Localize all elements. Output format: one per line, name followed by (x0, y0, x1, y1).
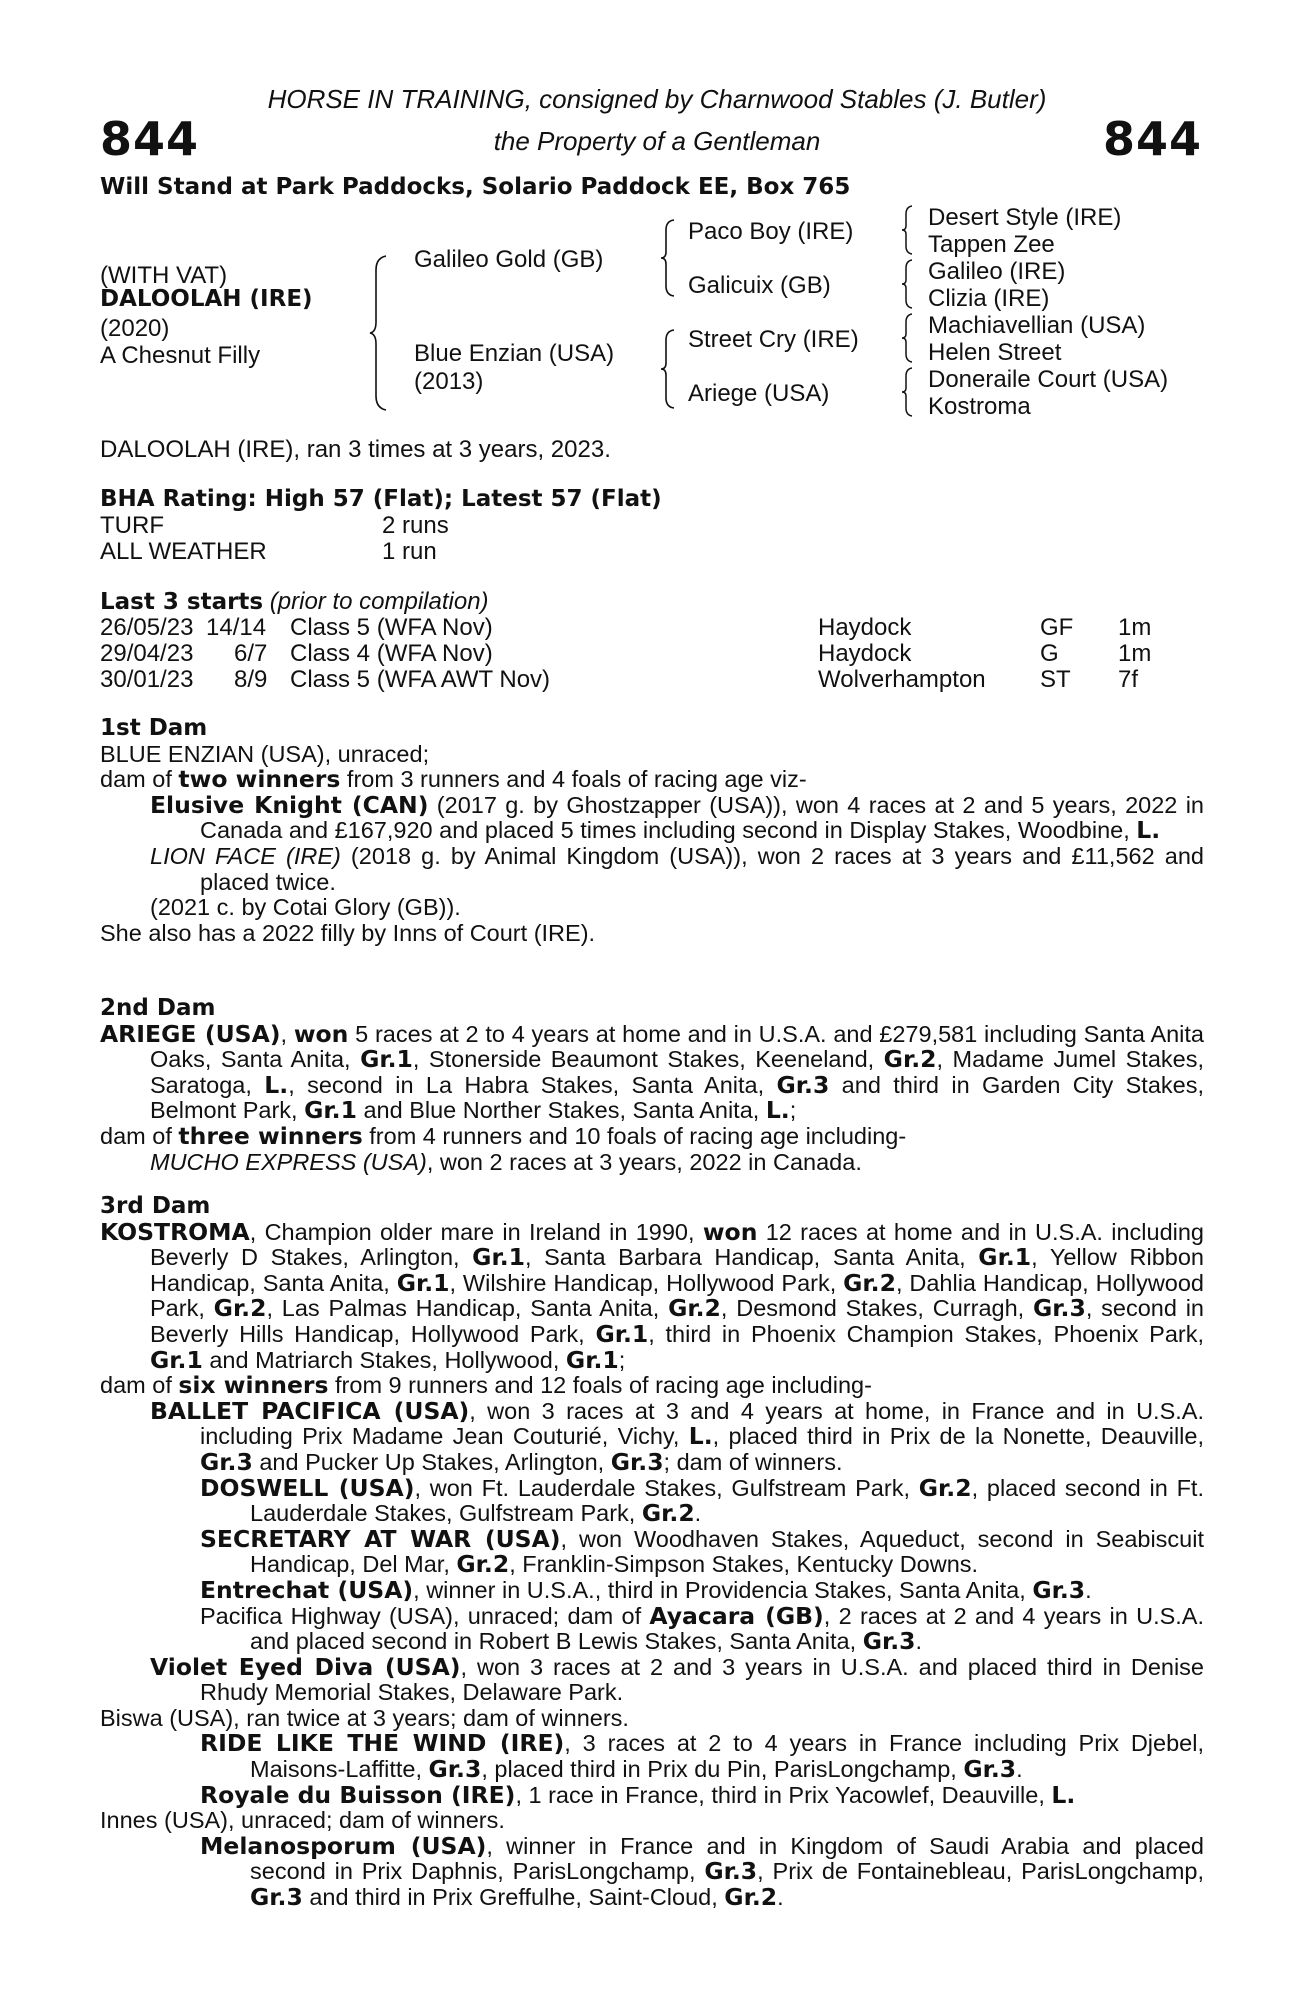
produce-entrechat (100, 1575, 1204, 1604)
horse-name: Entrechat (USA) (200, 1575, 414, 1604)
text: , Champion older mare in Ireland in 1990, (249, 1218, 703, 1245)
text: , Franklin-Simpson Stakes, Kentucky Downs. (509, 1551, 979, 1578)
pedigree-g6: Helen Street (928, 339, 1062, 366)
horse-name: LION FACE (IRE) (150, 842, 341, 869)
text: dam of (100, 766, 179, 793)
pedigree-brace-dam (660, 328, 682, 410)
pedigree-brace-main (368, 254, 398, 412)
pedigree-g1: Desert Style (IRE) (928, 204, 1122, 231)
grade: Gr.2 (668, 1294, 721, 1323)
pedigree-g4: Clizia (IRE) (928, 285, 1050, 312)
start-row-3-date: 30/01/23 (100, 666, 194, 693)
grade: Gr.1 (565, 1345, 619, 1374)
text: , Santa Barbara Handicap, Santa Anita, (524, 1244, 979, 1271)
grade: Gr.2 (883, 1045, 937, 1074)
pedigree-brace-g4 (900, 366, 918, 418)
first-dam-produce-line (100, 767, 1204, 793)
horse-name: DOSWELL (USA) (200, 1473, 415, 1502)
third-dam-section (100, 1194, 1204, 1911)
text: , winner in France and in Kingdom of Saudi Arabia and placed second in Prix Daphnis, ParisLongchamp, (250, 1832, 1205, 1885)
produce-secretary-at-war (100, 1524, 1204, 1579)
horse-name: SECRETARY AT WAR (USA) (200, 1524, 561, 1553)
grade: Gr.2 (724, 1883, 778, 1912)
grade: Gr.2 (456, 1550, 510, 1579)
text: . (694, 1500, 702, 1527)
start-row-2-going: G (1040, 640, 1059, 667)
pedigree-brace-sire (660, 218, 682, 298)
text: , won Woodhaven Stakes, Aqueduct, second in Seabiscuit Handicap, Del Mar, (250, 1525, 1204, 1578)
grade: Gr.3 (704, 1857, 758, 1886)
grade: L. (688, 1422, 713, 1451)
produce-innes: Innes (USA), unraced; dam of winners. (100, 1807, 505, 1834)
text: and Pucker Up Stakes, Arlington, (252, 1448, 611, 1475)
produce-pacifica-highway (100, 1601, 1205, 1656)
horse-name: ARIEGE (USA) (100, 1019, 281, 1048)
second-dam-section (100, 996, 1204, 1175)
pedigree-g7: Doneraile Court (USA) (928, 366, 1169, 393)
produce-elusive-knight (100, 790, 1204, 845)
horse-name: BALLET PACIFICA (USA) (150, 1396, 470, 1425)
text: ; (789, 1097, 797, 1124)
grade: L. (1051, 1780, 1076, 1809)
text: , 2 races at 2 and 4 years in U.S.A. and placed second in Robert B Lewis Stakes, Santa Anita, (250, 1602, 1205, 1655)
produce-lion-face (100, 844, 1204, 895)
produce-doswell (100, 1473, 1204, 1528)
text: dam of (100, 1372, 179, 1399)
race-summary: DALOOLAH (IRE), ran 3 times at 3 years, 2023. (100, 436, 611, 463)
text: Pacifica Highway (USA), unraced; dam of (200, 1602, 650, 1629)
lot-number-left: 844 (100, 112, 200, 166)
text: , won 2 races at 3 years, 2022 in Canada. (426, 1148, 862, 1175)
text: (2017 g. by Ghostzapper (USA)), won 4 races at 2 and 5 years, 2022 in Canada and £167,920 and placed 5 times including second in Display Stakes, Woodbine, (200, 791, 1204, 844)
start-row-1-going: GF (1040, 614, 1074, 641)
produce-2021-colt: (2021 c. by Cotai Glory (GB)). (150, 894, 461, 921)
pedigree-g5: Machiavellian (USA) (928, 312, 1146, 339)
text: from 3 runners and 4 foals of racing age viz- (340, 766, 807, 793)
pedigree-brace-g2 (900, 258, 918, 310)
start-row-2-dist: 1m (1118, 640, 1152, 667)
grade: Gr.3 (200, 1447, 253, 1476)
last-starts-heading (100, 588, 489, 616)
text: and third in Prix Greffulhe, Saint-Cloud, (302, 1884, 725, 1911)
pedigree-g3: Galileo (IRE) (928, 258, 1066, 285)
pedigree-dam-dam: Ariege (USA) (688, 380, 830, 407)
text: , Dahlia Handicap, Hollywood Park, (150, 1269, 1205, 1322)
grade: Gr.2 (843, 1268, 896, 1297)
winners-count: two winners (178, 765, 341, 794)
pedigree-g2: Tappen Zee (928, 231, 1055, 258)
property-line: the Property of a Gentleman (493, 126, 821, 156)
text: , second in Beverly Hills Handicap, Hollywood Park, (150, 1295, 1205, 1347)
text: , Las Palmas Handicap, Santa Anita, (266, 1295, 669, 1322)
rating-runs-aw: 1 run (382, 538, 437, 565)
third-dam-heading: 3rd Dam (100, 1193, 211, 1219)
last-starts-title: Last 3 starts (100, 589, 264, 615)
text: 12 races at home and in U.S.A. including Beverly D Stakes, Arlington, (150, 1218, 1205, 1271)
pedigree-dam-sire: Street Cry (IRE) (688, 326, 859, 353)
produce-ride-like-the-wind (100, 1731, 1204, 1782)
horse-name: Ayacara (GB) (649, 1601, 824, 1630)
horse-name: Elusive Knight (CAN) (150, 790, 429, 819)
vat-note: (WITH VAT) (100, 262, 228, 289)
horse-name: Violet Eyed Diva (USA) (150, 1652, 461, 1681)
grade: Gr.1 (396, 1268, 450, 1297)
start-row-1-dist: 1m (1118, 614, 1152, 641)
start-row-3-dist: 7f (1118, 666, 1139, 693)
third-dam-produce-line (100, 1373, 1204, 1399)
first-dam-line: BLUE ENZIAN (USA), unraced; (100, 740, 430, 767)
text: and Matriarch Stakes, Hollywood, (202, 1346, 566, 1373)
pedigree-g8: Kostroma (928, 393, 1031, 420)
text: , placed second in Ft. Lauderdale Stakes, Gulfstream Park, (250, 1474, 1204, 1527)
stand-location: Will Stand at Park Paddocks, Solario Paddock EE, Box 765 (100, 174, 851, 200)
pedigree-brace-g1 (900, 204, 918, 256)
start-row-3-race: Class 5 (WFA AWT Nov) (290, 666, 551, 693)
grade: Gr.3 (1032, 1575, 1086, 1604)
lot-number-right: 844 (1102, 112, 1202, 166)
grade: Gr.1 (472, 1243, 525, 1272)
consignor-line: HORSE IN TRAINING, consigned by Charnwood Stables (J. Butler) (267, 84, 1047, 114)
text: , Desmond Stakes, Curragh, (720, 1295, 1033, 1322)
pedigree-dam-year: (2013) (414, 368, 484, 395)
horse-name: Royale du Buisson (IRE) (200, 1780, 516, 1809)
grade: Gr.3 (428, 1755, 482, 1784)
pedigree-sire-dam: Galicuix (GB) (688, 272, 831, 299)
produce-violet-eyed-diva (100, 1652, 1204, 1706)
horse-name: KOSTROMA (100, 1217, 250, 1246)
start-row-3-going: ST (1040, 666, 1071, 693)
pedigree-brace-g3 (900, 312, 918, 364)
second-dam-heading: 2nd Dam (100, 995, 216, 1021)
text: (2018 g. by Animal Kingdom (USA)), won 2 races at 3 years and £11,562 and placed twice. (200, 842, 1204, 895)
start-row-1-pos: 14/14 (206, 614, 267, 641)
grade: Gr.1 (978, 1243, 1032, 1272)
rating-surface-aw: ALL WEATHER (100, 538, 267, 565)
text: 5 races at 2 to 4 years at home and in U.S.A. and £279,581 including Santa Anita Oaks, Santa Anita, (150, 1020, 1205, 1073)
rating-surface-turf: TURF (100, 512, 164, 539)
text: , Prix de Fontainebleau, ParisLongchamp, (757, 1858, 1204, 1885)
text: , (280, 1020, 294, 1047)
text: , second in La Habra Stakes, Santa Anita, (288, 1071, 777, 1098)
text: , 1 race in France, third in Prix Yacowlef, Deauville, (515, 1781, 1052, 1808)
first-dam-section (100, 716, 1204, 946)
horse-name: RIDE LIKE THE WIND (IRE) (200, 1729, 565, 1758)
text: from 4 runners and 10 foals of racing age including- (362, 1122, 907, 1149)
start-row-3-course: Wolverhampton (818, 666, 986, 693)
start-row-1-race: Class 5 (WFA Nov) (290, 614, 493, 641)
grade: Gr.1 (595, 1319, 649, 1348)
text: from 9 runners and 12 foals of racing age including- (328, 1372, 872, 1399)
grade: Gr.3 (862, 1627, 916, 1656)
start-row-1-date: 26/05/23 (100, 614, 194, 641)
grade: Gr.2 (918, 1473, 972, 1502)
won-label: won (702, 1217, 758, 1246)
horse-name: MUCHO EXPRESS (USA) (150, 1148, 427, 1175)
text: . (777, 1884, 784, 1911)
rating-runs-turf: 2 runs (382, 512, 449, 539)
grade: Gr.2 (213, 1294, 267, 1323)
grade: L. (765, 1096, 790, 1125)
text: and Blue Norther Stakes, Santa Anita, (356, 1097, 766, 1124)
text: , placed third in Prix de la Nonette, Deauville, (712, 1423, 1204, 1450)
text: , 3 races at 2 to 4 years in France including Prix Djebel, Maisons-Laffitte, (250, 1730, 1204, 1783)
pedigree-sire-sire: Paco Boy (IRE) (688, 218, 854, 245)
pedigree-sire: Galileo Gold (GB) (414, 246, 604, 273)
text: , won 3 races at 2 and 3 years in U.S.A. and placed third in Denise Rhudy Memorial Stakes, Delaware Park. (200, 1653, 1204, 1706)
horse-name: Melanosporum (USA) (200, 1831, 487, 1860)
text: ; (618, 1346, 626, 1373)
produce-royale-du-buisson (100, 1780, 1204, 1809)
third-dam-record (100, 1217, 1205, 1374)
winners-count: six winners (178, 1371, 329, 1400)
text: , Wilshire Handicap, Hollywood Park, (449, 1269, 844, 1296)
grade: Gr.1 (304, 1096, 357, 1125)
horse-year: (2020) (100, 315, 170, 342)
produce-mucho-express (100, 1150, 1204, 1176)
text: , Madame Jumel Stakes, Saratoga, (150, 1046, 1204, 1098)
produce-biswa: Biswa (USA), ran twice at 3 years; dam of winners. (100, 1704, 629, 1731)
first-dam-note: She also has a 2022 filly by Inns of Court (IRE). (100, 919, 596, 946)
won-label: won (293, 1019, 349, 1048)
pedigree-dam: Blue Enzian (USA) (414, 340, 615, 367)
text: and third in Garden City Stakes, Belmont Park, (150, 1071, 1204, 1124)
produce-ballet-pacifica (100, 1396, 1204, 1476)
text: , Stonerside Beaumont Stakes, Keeneland, (412, 1046, 884, 1073)
horse-description: A Chesnut Filly (100, 342, 261, 369)
grade: L. (1136, 816, 1161, 845)
text: , winner in U.S.A., third in Providencia Stakes, Santa Anita, (413, 1576, 1033, 1603)
text: , won Ft. Lauderdale Stakes, Gulfstream Park, (414, 1474, 919, 1501)
text: . (915, 1628, 923, 1655)
text: , won 3 races at 3 and 4 years at home, in France and in U.S.A. including Prix Madame Jean Couturié, Vichy, (200, 1397, 1204, 1450)
text: . (1016, 1756, 1023, 1783)
start-row-2-date: 29/04/23 (100, 640, 194, 667)
grade: Gr.3 (610, 1447, 664, 1476)
start-row-1-course: Haydock (818, 614, 912, 641)
first-dam-heading: 1st Dam (100, 715, 208, 741)
start-row-2-pos: 6/7 (234, 640, 268, 667)
bha-rating: BHA Rating: High 57 (Flat); Latest 57 (Flat) (100, 486, 662, 512)
second-dam-record (100, 1019, 1205, 1125)
winners-count: three winners (178, 1121, 363, 1150)
start-row-3-pos: 8/9 (234, 666, 268, 693)
grade: Gr.3 (250, 1883, 303, 1912)
produce-melanosporum (100, 1831, 1205, 1912)
last-starts-subtitle: (prior to compilation) (269, 588, 489, 615)
grade: Gr.3 (776, 1070, 830, 1099)
text: , placed third in Prix du Pin, ParisLongchamp, (481, 1756, 964, 1783)
start-row-2-course: Haydock (818, 640, 912, 667)
text: . (1085, 1576, 1092, 1603)
grade: Gr.1 (360, 1045, 413, 1074)
grade: Gr.1 (150, 1345, 203, 1374)
text: , Yellow Ribbon Handicap, Santa Anita, (150, 1244, 1204, 1296)
second-dam-produce-line (100, 1121, 1204, 1150)
start-row-2-race: Class 4 (WFA Nov) (290, 640, 493, 667)
grade: Gr.2 (641, 1499, 695, 1528)
text: , third in Phoenix Champion Stakes, Phoenix Park, (648, 1320, 1205, 1347)
horse-name: DALOOLAH (IRE) (100, 286, 313, 312)
grade: Gr.3 (1033, 1294, 1086, 1323)
text: dam of (100, 1122, 179, 1149)
grade: Gr.3 (963, 1755, 1017, 1784)
text: ; dam of winners. (663, 1448, 843, 1475)
grade: L. (264, 1070, 289, 1099)
